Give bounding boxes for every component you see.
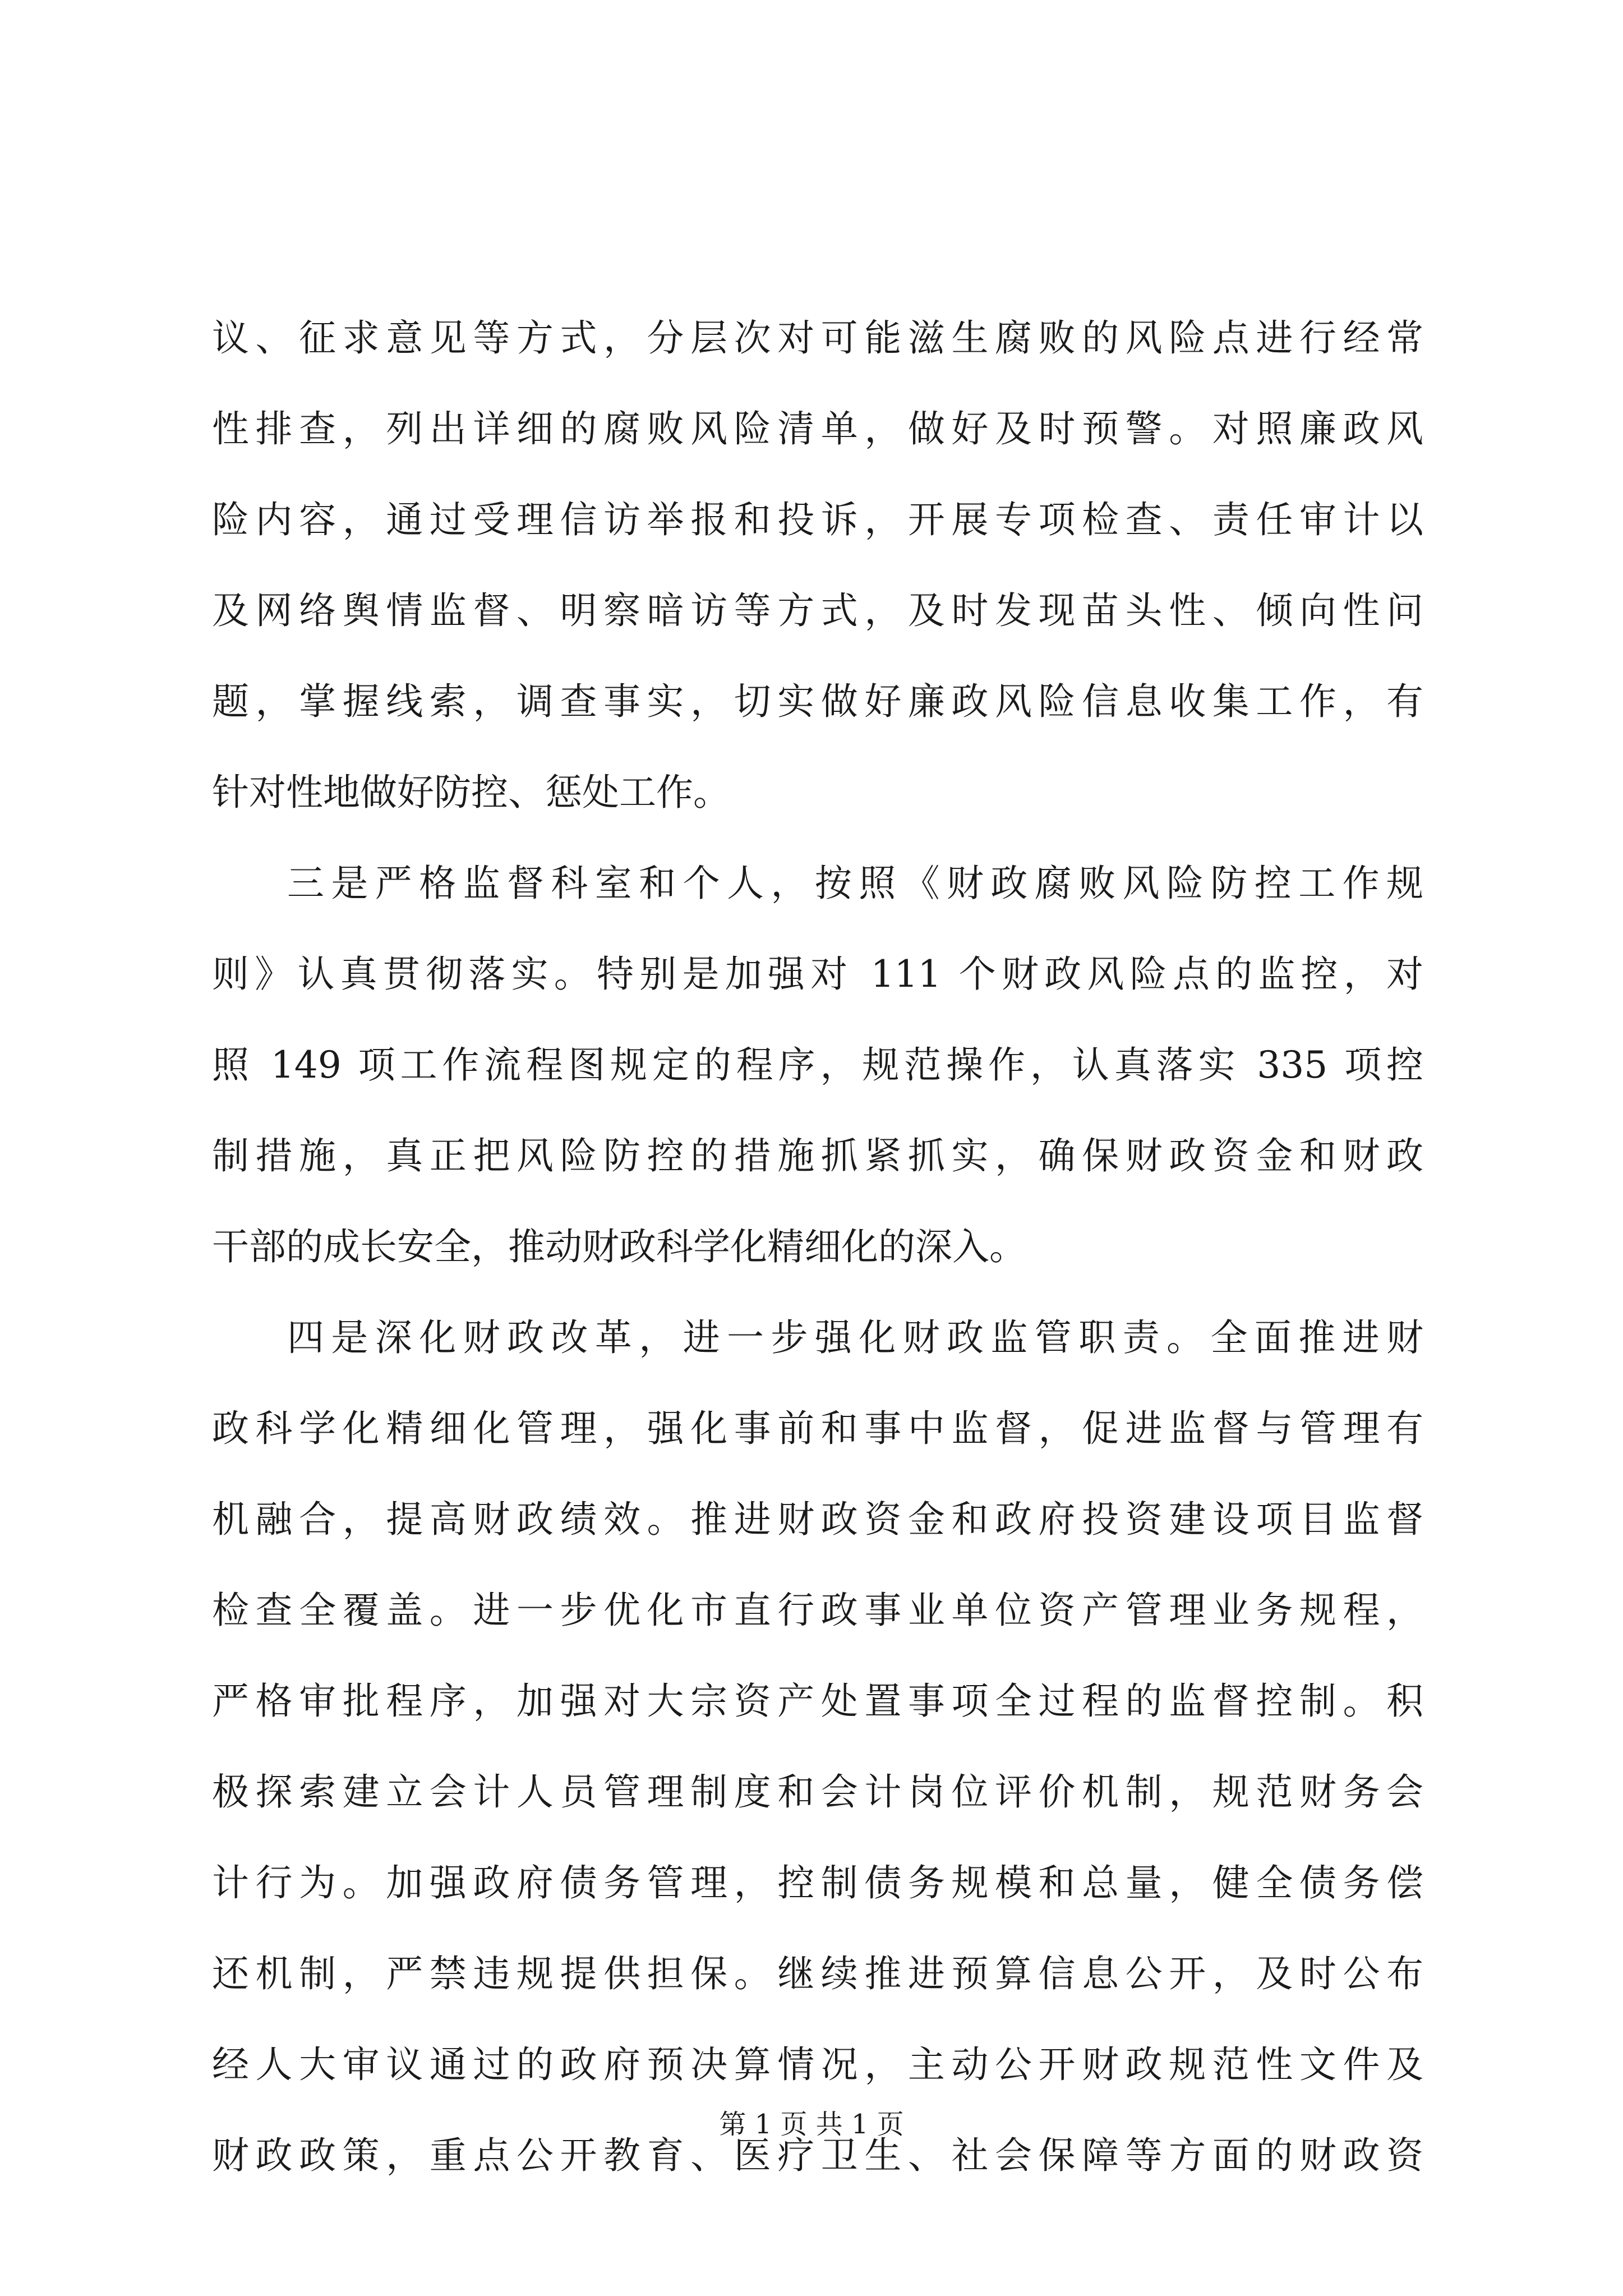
text-line: 财政政策，重点公开教育、医疗卫生、社会保障等方面的财政资 (212, 2134, 1423, 2177)
text-line: 还机制，严禁违规提供担保。继续推进预算信息公开，及时公布 (212, 1952, 1423, 1995)
text-line: 险内容，通过受理信访举报和投诉，开展专项检查、责任审计以 (212, 498, 1423, 541)
text-line: 经人大审议通过的政府预决算情况，主动公开财政规范性文件及 (212, 2043, 1423, 2086)
text-line: 检查全覆盖。进一步优化市直行政事业单位资产管理业务规程， (212, 1589, 1423, 1632)
text-line: 性排查，列出详细的腐败风险清单，做好及时预警。对照廉政风 (212, 407, 1423, 450)
text-line: 及网络舆情监督、明察暗访等方式，及时发现苗头性、倾向性问 (212, 589, 1423, 632)
text-line: 政科学化精细化管理，强化事前和事中监督，促进监督与管理有 (212, 1407, 1423, 1450)
text-line: 四是深化财政改革，进一步强化财政监管职责。全面推进财 (287, 1316, 1423, 1359)
text-line: 干部的成长安全，推动财政科学化精细化的深入。 (212, 1225, 1026, 1268)
text-line: 机融合，提高财政绩效。推进财政资金和政府投资建设项目监督 (212, 1498, 1423, 1541)
text-line: 针对性地做好防控、惩处工作。 (212, 771, 730, 814)
page-number-label: 第 1 页 共 1 页 (719, 2109, 904, 2140)
text-line: 题，掌握线索，调查事实，切实做好廉政风险信息收集工作，有 (212, 680, 1423, 723)
text-line: 议、征求意见等方式，分层次对可能滋生腐败的风险点进行经常 (212, 316, 1423, 360)
text-line: 制措施，真正把风险防控的措施抓紧抓实，确保财政资金和财政 (212, 1134, 1423, 1177)
page-footer (0, 2102, 1623, 2141)
text-line: 三是严格监督科室和个人，按照《财政腐败风险防控工作规 (287, 862, 1423, 905)
text-line: 则》认真贯彻落实。特别是加强对 111 个财政风险点的监控，对 (212, 953, 1423, 996)
text-line: 照 149 项工作流程图规定的程序，规范操作，认真落实 335 项控 (212, 1043, 1423, 1087)
text-line: 严格审批程序，加强对大宗资产处置事项全过程的监督控制。积 (212, 1680, 1423, 1723)
document-body (212, 293, 1423, 2201)
text-line: 极探索建立会计人员管理制度和会计岗位评价机制，规范财务会 (212, 1770, 1423, 1814)
text-line: 计行为。加强政府债务管理，控制债务规模和总量，健全债务偿 (212, 1861, 1423, 1904)
